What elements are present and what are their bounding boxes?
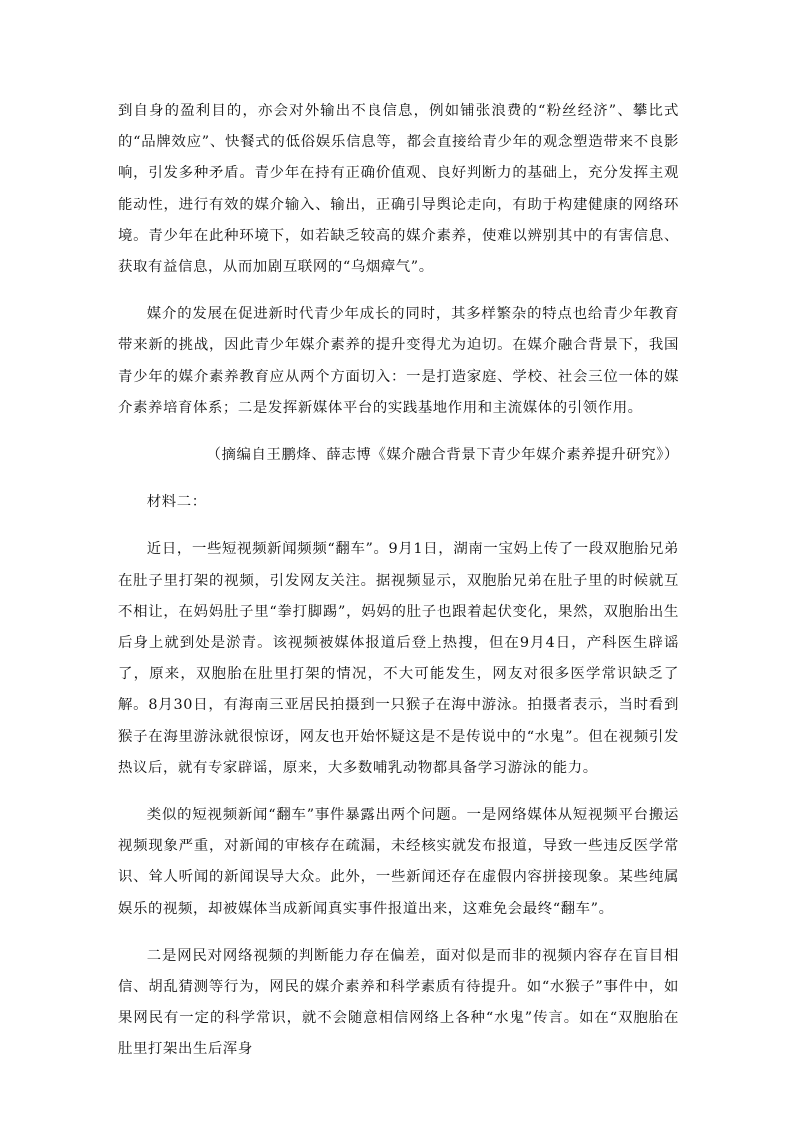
paragraph-short-video-news: 近日，一些短视频新闻频频“翻车”。9月1日，湖南一宝妈上传了一段双胞胎兄弟在肚子里打架的视频，引发网友关注。据视频显示，双胞胎兄弟在肚子里的时候就互不相让，在妈妈肚子里“拳打脚踢”，妈妈的肚子也跟着起伏变化，果然，双胞胎出生后身上就到处是淤青。该视频被媒体报道后登上热搜，但在9月4日，产科医生辟谣了，原来，双胞胎在肚里打架的情况，不大可能发生，网友对很多医学常识缺乏了解。8月30日，有海南三亚居民拍摄到一只猴子在海中游泳。拍摄者表示，当时看到猴子在海里游泳就很惊讶，网友也开始怀疑这是不是传说中的“水鬼”。但在视频引发热议后，就有专家辟谣，原来，大多数哺乳动物都具备学习游泳的能力。 bbox=[118, 541, 679, 776]
paragraph-continuation: 到自身的盈利目的，亦会对外输出不良信息，例如铺张浪费的“粉丝经济”、攀比式的“品牌效应”、快餐式的低俗娱乐信息等，都会直接给青少年的观念塑造带来不良影响，引发多种矛盾。青少年在持有正确价值观、良好判断力的基础上，充分发挥主观能动性，进行有效的媒介输入、输出，正确引导舆论走向，有助于构建健康的网络环境。青少年在此种环境下，如若缺乏较高的媒介素养，使难以辨别其中的有害信息、获取有益信息，从而加剧互联网的“乌烟瘴气”。 bbox=[118, 103, 679, 276]
paragraph-problem-one: 类似的短视频新闻“翻车”事件暴露出两个问题。一是网络媒体从短视频平台搬运视频现象严重，对新闻的审核存在疏漏，未经核实就发布报道，导致一些违反医学常识、耸人听闻的新闻误导大众。此外，一些新闻还存在虚假内容拼接现象。某些纯属娱乐的视频，却被媒体当成新闻真实事件报道出来，这难免会最终“翻车”。 bbox=[118, 807, 679, 917]
material-two-heading: 材料二： bbox=[146, 494, 207, 511]
paragraph-problem-two: 二是网民对网络视频的判断能力存在偏差，面对似是而非的视频内容存在盲目相信、胡乱猜测等行为，网民的媒介素养和科学素质有待提升。如“水猴子”事件中，如果网民有一定的科学常识，就不会随意相信网络上各种“水鬼”传言。如在“双胞胎在肚里打架出生后浑身 bbox=[118, 947, 679, 1058]
paragraph-media-development: 媒介的发展在促进新时代青少年成长的同时，其多样繁杂的特点也给青少年教育带来新的挑战，因此青少年媒介素养的提升变得尤为迫切。在媒介融合背景下，我国青少年的媒介素养教育应从两个方面切入：一是打造家庭、学校、社会三位一体的媒介素养培育体系；二是发挥新媒体平台的实践基地作用和主流媒体的引领作用。 bbox=[118, 306, 679, 416]
source-citation: （摘编自王鹏烽、薛志博《媒介融合背景下青少年媒介素养提升研究》） bbox=[206, 447, 679, 464]
